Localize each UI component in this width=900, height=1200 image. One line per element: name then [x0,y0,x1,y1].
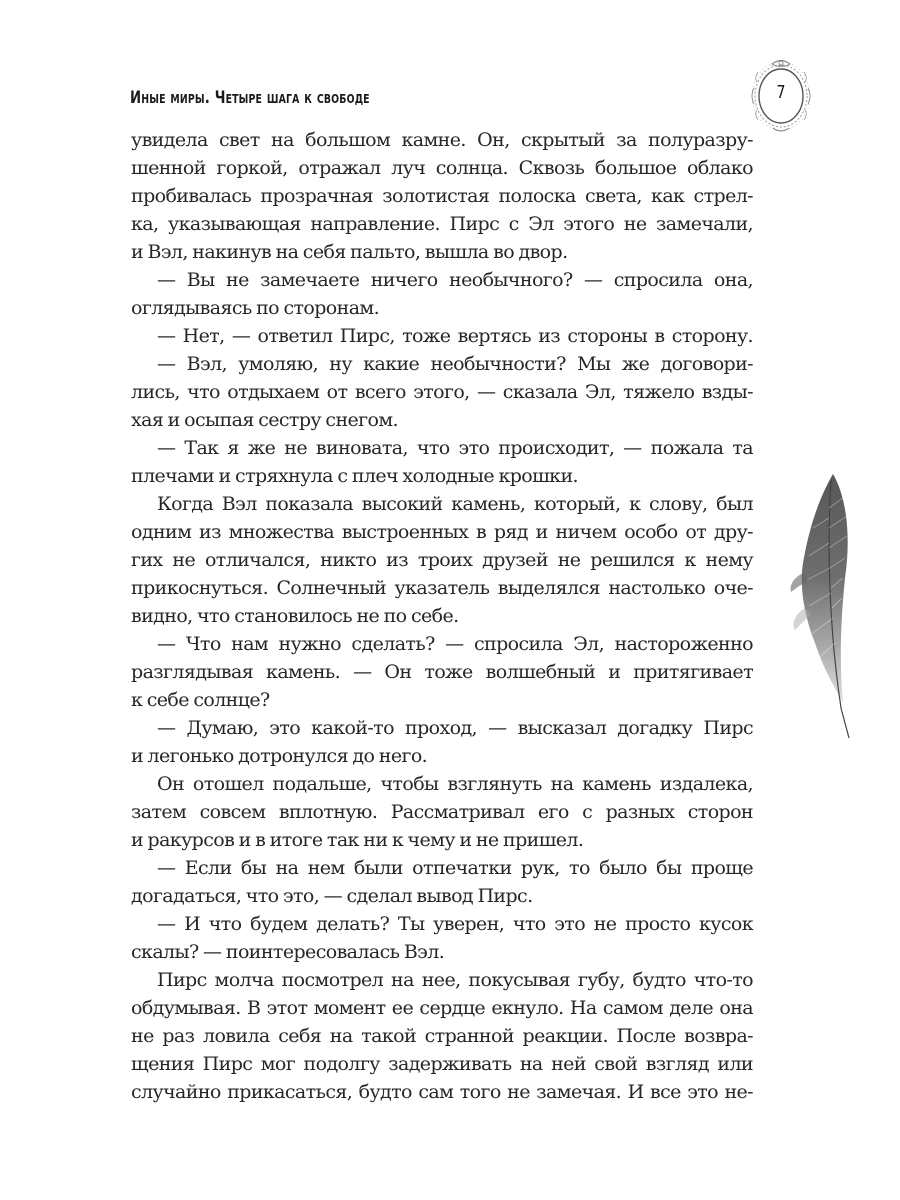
text-line: ка, указывающая направление. Пирс с Эл этого не замечали, [131,213,753,235]
text-line: — Вы не замечаете ничего необычного? — спросила она, [157,269,753,291]
text-line: лись, что отдыхаем от всего этого, — сказала Эл, тяжело взды- [131,381,753,403]
text-line: плечами и стряхнула с плеч холодные крошки. [131,465,578,487]
page-number: 7 [776,82,786,103]
text-line: и легонько дотронулся до него. [131,745,428,767]
text-line: скалы? — поинтересовалась Вэл. [131,941,445,963]
text-line: — Если бы на нем были отпечатки рук, то было бы проще [157,857,753,879]
text-line: — И что будем делать? Ты уверен, что это не просто кусок [157,913,753,935]
text-line: Он отошел подальше, чтобы взглянуть на камень издалека, [157,773,753,795]
body-text [131,126,753,1106]
running-head-title: Иные миры. Четыре шага к свободе [130,88,370,108]
text-line: — Думаю, это какой-то проход, — высказал догадку Пирс [157,717,753,739]
text-line: Пирс молча посмотрел на нее, покусывая губу, будто что-то [157,969,753,991]
text-line: случайно прикасаться, будто сам того не замечая. И все это не- [131,1081,753,1103]
text-line: прикоснуться. Солнечный указатель выделялся настолько оче- [131,577,753,599]
text-line: догадаться, что это, — сделал вывод Пирс. [131,885,533,907]
text-line: — Нет, — ответил Пирс, тоже вертясь из стороны в сторону. [157,325,753,347]
text-line: — Так я же не виновата, что это происходит, — пожала та [157,437,753,459]
text-line: увидела свет на большом камне. Он, скрытый за полуразру- [131,129,753,151]
text-line: разглядывая камень. — Он тоже волшебный и притягивает [131,661,753,683]
text-line: затем совсем вплотную. Рассматривал его с разных сторон [131,801,753,823]
text-line: видно, что становилось не по себе. [131,605,459,627]
text-line: и ракурсов и в итоге так ни к чему и не пришел. [131,829,584,851]
text-line: щения Пирс мог подолгу задерживать на ней свой взгляд или [131,1053,753,1075]
text-line: гих не отличался, никто из троих друзей не решился к нему [131,549,753,571]
text-line: пробивалась прозрачная золотистая полоска света, как стрел- [131,185,753,207]
text-line: не раз ловила себя на такой странной реакции. После возвра- [131,1025,753,1047]
text-line: — Вэл, умоляю, ну какие необычности? Мы же договори- [157,353,753,375]
text-line: хая и осыпая сестру снегом. [131,409,398,431]
page-number-badge [748,58,814,134]
text-line: шенной горкой, отражал луч солнца. Сквозь большое облако [131,157,753,179]
text-line: Когда Вэл показала высокий камень, который, к слову, был [157,493,753,515]
text-line: к себе солнце? [131,689,270,711]
text-line: обдумывая. В этот момент ее сердце екнуло. На самом деле она [131,997,753,1019]
text-line: одним из множества выстроенных в ряд и ничем особо от дру- [131,521,753,543]
text-line: оглядываясь по сторонам. [131,297,380,319]
text-line: — Что нам нужно сделать? — спросила Эл, настороженно [157,633,753,655]
feather-icon [785,468,865,753]
text-line: и Вэл, накинув на себя пальто, вышла во двор. [131,241,568,263]
